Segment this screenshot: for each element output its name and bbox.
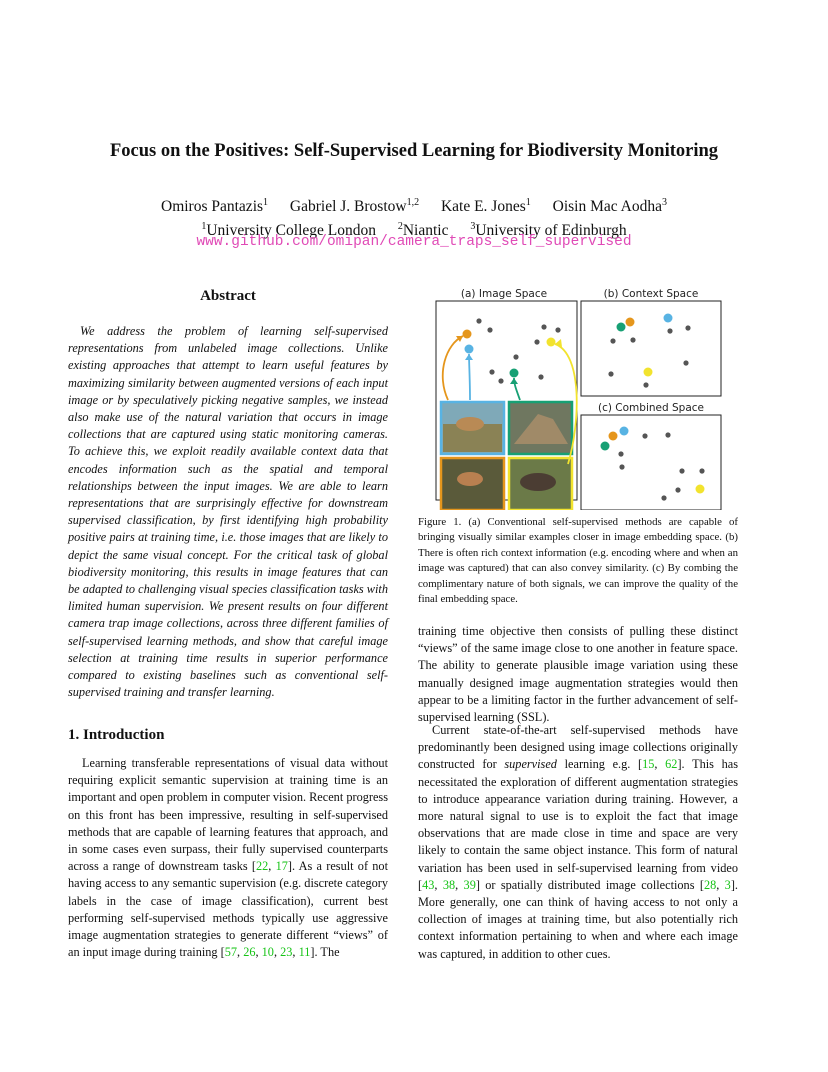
combined-point-yellow — [696, 485, 705, 494]
introduction-paragraph: Learning transferable representations of visual data without requiring explicit semantic supervision at training time is an important and open problem in computer vision. Recent progress on this front has been impressive, resulting in self-supervised methods that are capable of learning features that approach, and in some cases even surpass, their fully supervised counterparts across a range of downstream tasks [22, 17]. As a result of not having access to any semantic supervision (e.g. discrete category labels in the case of image classification), current best performing self-supervised methods typically use aggressive image augmentation strategies to generate different “views” of an input image during training [57, 26, 10, 23, 11]. The — [68, 756, 389, 960]
citation-link[interactable]: 22 — [255, 859, 269, 874]
figure-1 — [418, 284, 738, 510]
affiliation-name: University College London — [206, 222, 376, 239]
embedding-point-green — [510, 369, 519, 378]
context-point-yellow — [644, 368, 653, 377]
author-name: Omiros Pantazis — [161, 198, 264, 215]
citation-link[interactable]: 28 — [703, 877, 717, 892]
combined-point — [619, 464, 624, 469]
context-point — [683, 360, 688, 365]
panel-c-label: (c) Combined Space — [598, 402, 704, 414]
right-column-paragraph: training time objective then consists of pulling these distinct “views” of the same image close to one another in feature space. The ability to generate plausible image variation using these manually designed image augmentation strategies would then appear to be a limiting factor in the further advancement of self-supervised learning (SSL). — [418, 624, 738, 725]
citation-link[interactable]: 23 — [280, 945, 293, 960]
citation-link[interactable]: 26 — [243, 945, 256, 960]
combined-point — [661, 495, 666, 500]
abstract-text: We address the problem of learning self-supervised representations from unlabeled image collections. Unlike existing approaches that attempt to learn useful features by maximizing similarity between augmented versions of each input image or by speculatively picking negative samples, we instead also make use of the natural variation that occurs in image collections that are captured using static monitoring cameras. To achieve this, we exploit readily available context data that encodes information such as the spatial and temporal relationships between the input images. We are able to learn representations that are surprisingly effective for downstream supervised classification, by first identifying high probability positive pairs at training time, i.e. those images that are likely to depict the same visual concept. For the critical task of global biodiversity monitoring, this results in image features that can be adapted to challenging visual species classification tasks with limited human supervision. We present results on four different camera trap image collections, across three different families of self-supervised learning methods, and show that careful image selection at training time results in superior performance compared to existing baselines such as conventional self-supervised training and transfer learning. — [68, 324, 388, 700]
citation-link[interactable]: 10 — [261, 945, 274, 960]
combined-point — [618, 451, 623, 456]
context-space-panel — [581, 301, 721, 396]
context-point — [685, 325, 690, 330]
embedding-point — [555, 327, 560, 332]
photo-thumbnails — [441, 402, 572, 510]
citation-link[interactable]: 62 — [665, 757, 678, 772]
embedding-point-blue — [465, 345, 474, 354]
embedding-point — [538, 374, 543, 379]
author-affiliation-mark: 1,2 — [406, 197, 420, 208]
embedding-point — [541, 324, 546, 329]
embedding-point — [476, 318, 481, 323]
author-affiliation-mark: 3 — [661, 197, 667, 208]
context-point-green — [617, 323, 626, 332]
arrow-orange — [443, 336, 463, 400]
combined-point-blue — [620, 427, 629, 436]
embedding-point-yellow — [547, 338, 556, 347]
arrow-heads — [456, 336, 562, 384]
combined-space-points — [601, 427, 705, 501]
citation-link[interactable]: 15 — [642, 757, 655, 772]
embedding-point-orange — [463, 330, 472, 339]
author-names — [0, 193, 828, 217]
figure-1-caption: Figure 1. (a) Conventional self-supervised methods are capable of bringing visually similar examples closer in image embedding space. (b) There is often rich context information (e.g. encoding where and when an image was captured) that can also convey similarity. (c) By combing the complimentary nature of both signals, we can improve the quality of the final embedding space. — [418, 516, 738, 606]
combined-point — [679, 468, 684, 473]
abstract-heading: Abstract — [200, 288, 256, 304]
context-point — [667, 328, 672, 333]
citation-link[interactable]: 11 — [298, 945, 311, 960]
combined-point — [642, 433, 647, 438]
code-link[interactable]: www.github.com/omipan/camera_traps_self_supervised — [196, 234, 632, 250]
right-column-paragraph: Current state-of-the-art self-supervised methods have predominantly been designed using image collections originally constructed for supervised learning e.g. [15, 62]. This has necessitated the exploration of different augmentation strategies to introduce appearance variation during training. However, a more natural signal to use is to exploit the fact that image observations that are made close in time and space are very likely to contain the same object instance. This form of natural variation has been used in self-supervised learning from video [43, 38, 39] or spatially distributed image collections [28, 3]. More generally, one can think of having access to not only a collection of images at training time, but also potentially rich context information pertaining to when and where each image was captured, in addition to other cues. — [418, 723, 738, 961]
citation-link[interactable]: 38 — [442, 877, 456, 892]
affiliation-number: 1 — [201, 221, 207, 232]
citation-link[interactable]: 17 — [275, 859, 288, 874]
embedding-point — [534, 339, 539, 344]
embedding-point — [489, 369, 494, 374]
affiliation-number: 2 — [397, 221, 403, 232]
context-point — [630, 337, 635, 342]
author-name: Oisin Mac Aodha — [552, 198, 662, 215]
combined-point — [665, 432, 670, 437]
image-space-points — [463, 318, 561, 383]
panel-a-label: (a) Image Space — [460, 288, 548, 300]
citation-link[interactable]: 39 — [463, 877, 476, 892]
combined-point — [699, 468, 704, 473]
affiliation-name: University of Edinburgh — [475, 222, 627, 239]
author-affiliation-mark: 1 — [263, 197, 269, 208]
paper-title: Focus on the Positives: Self-Supervised Learning for Biodiversity Monitoring — [109, 141, 719, 161]
context-point — [643, 382, 648, 387]
combined-point — [675, 487, 680, 492]
citation-link[interactable]: 43 — [422, 877, 435, 892]
context-point-orange — [626, 318, 635, 327]
author-name: Kate E. Jones — [440, 198, 526, 215]
affiliation-name: Niantic — [402, 222, 449, 239]
author-name: Gabriel J. Brostow — [289, 198, 407, 215]
combined-point-orange — [609, 432, 618, 441]
context-point — [610, 338, 615, 343]
embedding-point — [513, 354, 518, 359]
panel-b-label: (b) Context Space — [603, 288, 699, 300]
citation-link[interactable]: 3 — [724, 877, 731, 892]
combined-point-green — [601, 442, 610, 451]
embedding-point — [487, 327, 492, 332]
introduction-heading: 1. Introduction — [68, 727, 165, 743]
combined-space-panel — [581, 415, 721, 510]
figure-1-diagram — [418, 284, 738, 510]
context-point-blue — [664, 314, 673, 323]
embedding-point — [498, 378, 503, 383]
author-affiliation-mark: 1 — [525, 197, 531, 208]
affiliation-number: 3 — [470, 221, 476, 232]
context-point — [608, 371, 613, 376]
citation-link[interactable]: 57 — [224, 945, 238, 960]
arrow-blue — [469, 354, 470, 400]
context-space-points — [608, 314, 690, 388]
